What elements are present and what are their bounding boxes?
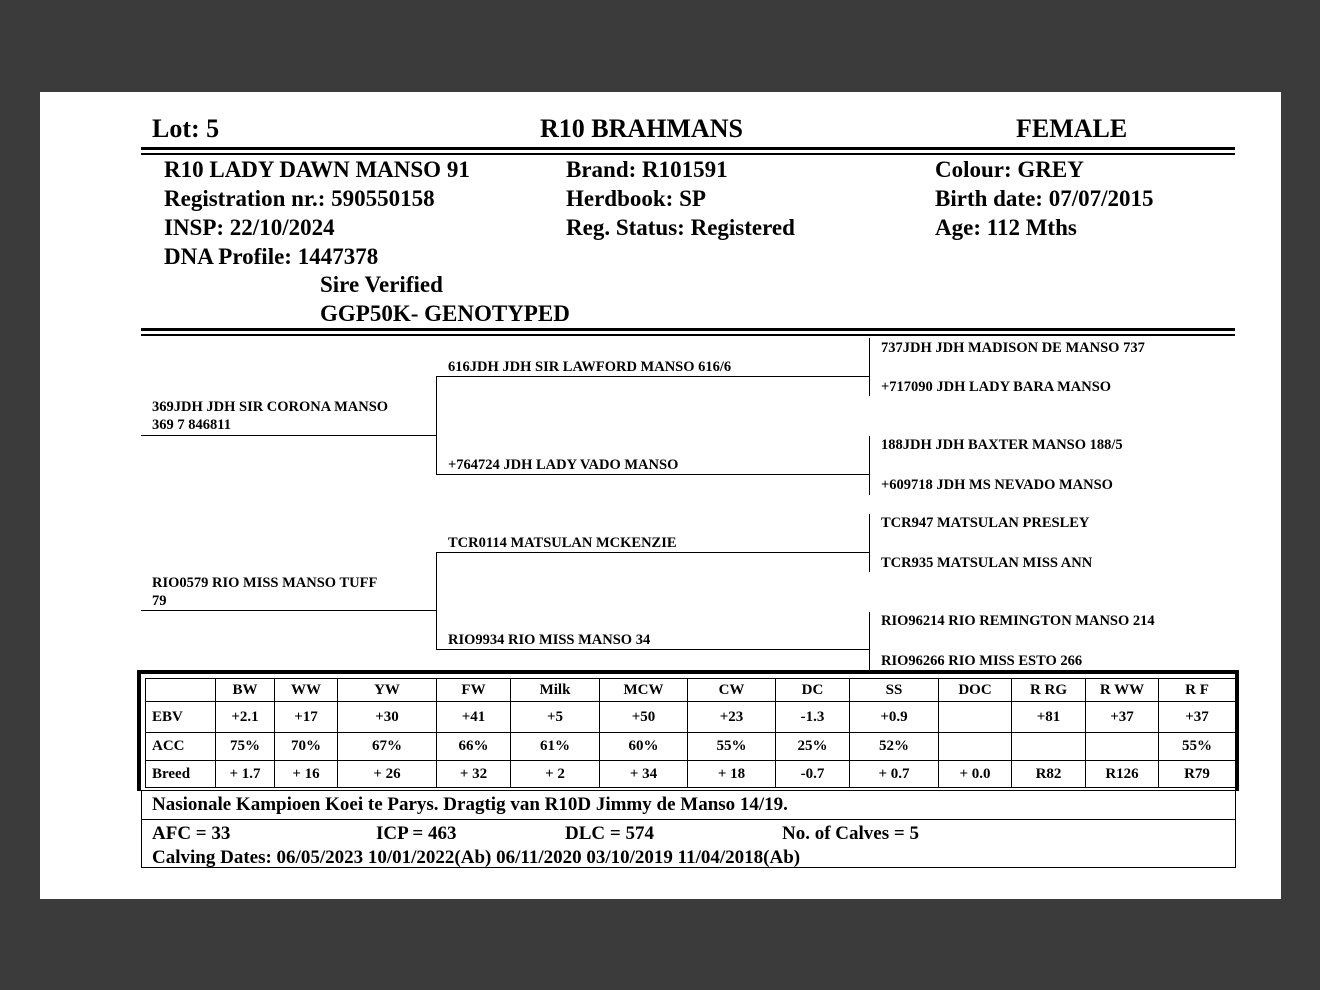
pedigree-ggp-2: +717090 JDH LADY BARA MANSO [881,379,1112,395]
ebv-col-rww: R WW [1086,679,1159,702]
ebv-col-rf: R F [1159,679,1236,702]
pedigree-dam-dam: RIO9934 RIO MISS MANSO 34 [448,632,651,648]
ebv-cell [939,702,1012,733]
ebv-col-ss: SS [850,679,939,702]
sire-sire-line [436,376,870,377]
calving-dates: Calving Dates: 06/05/2023 10/01/2022(Ab) 06/11/2020 03/10/2019 11/04/2018(Ab) [152,847,801,868]
ggp-bracket-2 [869,436,870,495]
acc-cell: 60% [600,733,688,761]
registration-status: Reg. Status: Registered [566,215,795,240]
sire-verified: Sire Verified [320,272,443,297]
breed-cell: -0.7 [776,761,850,788]
acc-cell [939,733,1012,761]
acc-cell: 25% [776,733,850,761]
ebv-frame-top [137,670,1239,674]
dam-sire-line [436,552,870,553]
ebv-col-yw: YW [338,679,437,702]
dam-bracket [436,552,437,650]
acc-cell: 70% [275,733,338,761]
header-rule-bottom [141,153,1235,155]
acc-cell: 61% [511,733,600,761]
afc-value: AFC = 33 [152,823,231,844]
animal-name: R10 LADY DAWN MANSO 91 [164,157,470,182]
ebv-col-bw: BW [216,679,275,702]
age: Age: 112 Mths [935,215,1077,240]
sex-label: FEMALE [1016,114,1128,143]
pedigree-dam-number: 79 [152,593,167,609]
acc-cell: 52% [850,733,939,761]
inspection-date: INSP: 22/10/2024 [164,215,335,240]
breed-cell: + 18 [688,761,776,788]
pedigree-sire-number: 369 7 846811 [152,417,231,433]
ebv-cell: +2.1 [216,702,275,733]
row-label-acc: ACC [146,733,216,761]
breed-cell: + 1.7 [216,761,275,788]
ebv-col-dc: DC [776,679,850,702]
ebv-col-corner [146,679,216,702]
ebv-cell: -1.3 [776,702,850,733]
herd-name: R10 BRAHMANS [540,114,743,143]
sire-line [141,435,437,436]
breed-cell: + 32 [437,761,511,788]
colour: Colour: GREY [935,157,1084,182]
pedigree-ggp-1: 737JDH JDH MADISON DE MANSO 737 [881,340,1145,356]
ebv-cell: +0.9 [850,702,939,733]
ebv-table [145,678,1236,788]
breed-cell: R126 [1086,761,1159,788]
ggp-bracket-1 [869,338,870,396]
ebv-col-milk: Milk [511,679,600,702]
genotyped-status: GGP50K- GENOTYPED [320,301,570,326]
pedigree-ggp-6: TCR935 MATSULAN MISS ANN [881,555,1093,571]
registration-number: Registration nr.: 590550158 [164,186,435,211]
pedigree-ggp-7: RIO96214 RIO REMINGTON MANSO 214 [881,613,1155,629]
acc-cell [1086,733,1159,761]
info-rule-bottom [141,334,1235,336]
ebv-col-cw: CW [688,679,776,702]
dna-profile: DNA Profile: 1447378 [164,244,379,269]
herdbook: Herdbook: SP [566,186,706,211]
breed-cell: + 0.7 [850,761,939,788]
ebv-cell: +5 [511,702,600,733]
pedigree-sire-sire: 616JDH JDH SIR LAWFORD MANSO 616/6 [448,359,732,375]
ebv-col-rrg: R RG [1012,679,1086,702]
calves-count: No. of Calves = 5 [782,823,919,844]
icp-value: ICP = 463 [376,823,457,844]
breed-cell: + 34 [600,761,688,788]
ggp-bracket-3 [869,514,870,572]
header-rule-top [141,147,1235,150]
ebv-cell: +23 [688,702,776,733]
brand: Brand: R101591 [566,157,728,182]
sire-bracket [436,376,437,475]
ebv-cell: +37 [1159,702,1236,733]
ebv-row [146,702,1236,733]
breed-cell: + 26 [338,761,437,788]
acc-cell: 66% [437,733,511,761]
breed-row [146,761,1236,788]
pedigree-dam-name: RIO0579 RIO MISS MANSO TUFF [152,575,378,591]
acc-cell [1012,733,1086,761]
breed-cell: R82 [1012,761,1086,788]
breed-cell: + 2 [511,761,600,788]
ebv-col-ww: WW [275,679,338,702]
ggp-bracket-4 [869,612,870,670]
pedigree-ggp-5: TCR947 MATSULAN PRESLEY [881,515,1090,531]
pedigree-dam-sire: TCR0114 MATSULAN MCKENZIE [448,535,677,551]
sire-dam-line [436,474,870,475]
row-label-ebv: EBV [146,702,216,733]
info-rule-top [141,328,1235,331]
birth-date: Birth date: 07/07/2015 [935,186,1154,211]
ebv-cell: +30 [338,702,437,733]
acc-row [146,733,1236,761]
dam-dam-line [436,649,870,650]
pedigree-ggp-8: RIO96266 RIO MISS ESTO 266 [881,653,1083,669]
acc-cell: 55% [688,733,776,761]
pedigree-sire-name: 369JDH JDH SIR CORONA MANSO [152,399,389,415]
row-label-breed: Breed [146,761,216,788]
ebv-col-mcw: MCW [600,679,688,702]
pedigree-ggp-3: 188JDH JDH BAXTER MANSO 188/5 [881,437,1123,453]
comment-text: Nasionale Kampioen Koei te Parys. Dragtig van R10D Jimmy de Manso 14/19. [152,794,788,815]
dam-line [141,610,437,611]
lot-number: Lot: 5 [152,114,220,143]
breed-cell: R79 [1159,761,1236,788]
ebv-cell: +37 [1086,702,1159,733]
pedigree-sire-dam: +764724 JDH LADY VADO MANSO [448,457,679,473]
acc-cell: 55% [1159,733,1236,761]
breed-cell: + 16 [275,761,338,788]
ebv-col-fw: FW [437,679,511,702]
dlc-value: DLC = 574 [565,823,654,844]
ebv-cell: +81 [1012,702,1086,733]
pedigree-sire [152,398,388,434]
ebv-cell: +50 [600,702,688,733]
ebv-frame-left [137,670,141,791]
acc-cell: 67% [338,733,437,761]
breed-cell: + 0.0 [939,761,1012,788]
ebv-header-row [146,679,1236,702]
ebv-cell: +41 [437,702,511,733]
ebv-col-doc: DOC [939,679,1012,702]
acc-cell: 75% [216,733,275,761]
pedigree-dam [152,574,377,610]
ebv-cell: +17 [275,702,338,733]
pedigree-ggp-4: +609718 JDH MS NEVADO MANSO [881,477,1113,493]
